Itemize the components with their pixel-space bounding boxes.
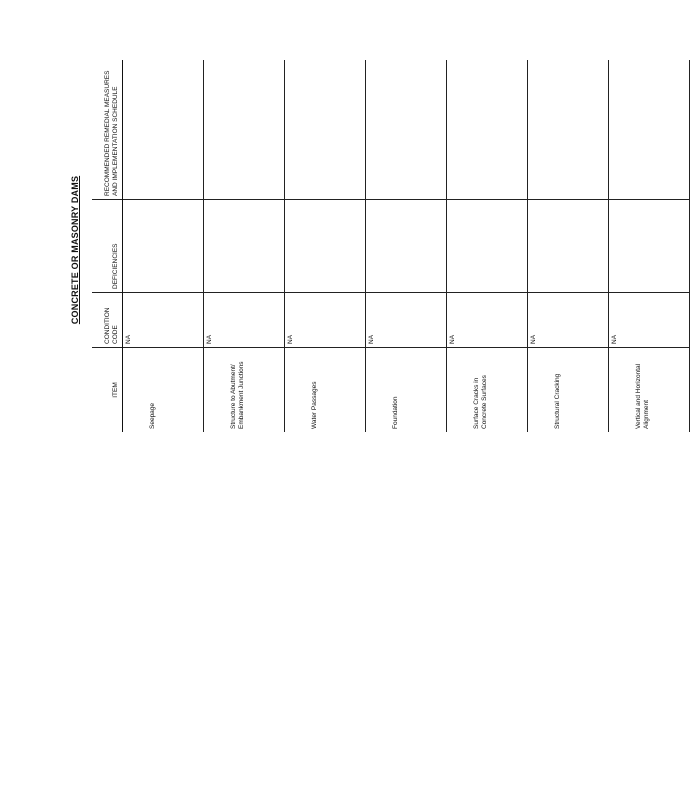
row-condition-code: NA <box>528 293 609 348</box>
row-recommended-measures <box>285 60 366 200</box>
table-row <box>123 60 204 432</box>
row-item: Structure to Abutment/ Embankment Junctions <box>204 348 285 433</box>
row-deficiencies <box>285 200 366 293</box>
form-title: CONCRETE OR MASONRY DAMS <box>70 175 80 325</box>
header-item: ITEM <box>92 348 123 433</box>
row-deficiencies <box>204 200 285 293</box>
inspection-table <box>92 60 690 432</box>
row-condition-code: NA <box>447 293 528 348</box>
row-item: Water Passages <box>285 348 366 433</box>
row-recommended-measures <box>447 60 528 200</box>
table-row <box>609 60 690 432</box>
row-recommended-measures <box>609 60 690 200</box>
row-deficiencies <box>528 200 609 293</box>
table-row <box>204 60 285 432</box>
header-recommended-measures: RECOMMENDED REMEDIAL MEASURES AND IMPLEMENTATION SCHEDULE <box>92 60 123 200</box>
row-condition-code: NA <box>123 293 204 348</box>
table-row <box>285 60 366 432</box>
row-deficiencies <box>123 200 204 293</box>
row-recommended-measures <box>123 60 204 200</box>
row-condition-code: NA <box>285 293 366 348</box>
header-condition-code: CONDITION CODE <box>92 293 123 348</box>
row-item: Vertical and Horizontal Alignment <box>609 348 690 433</box>
row-recommended-measures <box>204 60 285 200</box>
row-condition-code: NA <box>609 293 690 348</box>
table-header-row <box>92 60 123 432</box>
rotated-form-sheet <box>70 60 651 440</box>
row-deficiencies <box>447 200 528 293</box>
table-row <box>528 60 609 432</box>
row-recommended-measures <box>366 60 447 200</box>
row-recommended-measures <box>528 60 609 200</box>
row-condition-code: NA <box>366 293 447 348</box>
row-deficiencies <box>609 200 690 293</box>
header-deficiencies: DEFICIENCIES <box>92 200 123 293</box>
row-condition-code: NA <box>204 293 285 348</box>
table-row <box>447 60 528 432</box>
row-item: Surface Cracks in Concrete Surfaces <box>447 348 528 433</box>
row-item: Seepage <box>123 348 204 433</box>
table-row <box>366 60 447 432</box>
row-item: Structural Cracking <box>528 348 609 433</box>
row-item: Foundation <box>366 348 447 433</box>
row-deficiencies <box>366 200 447 293</box>
